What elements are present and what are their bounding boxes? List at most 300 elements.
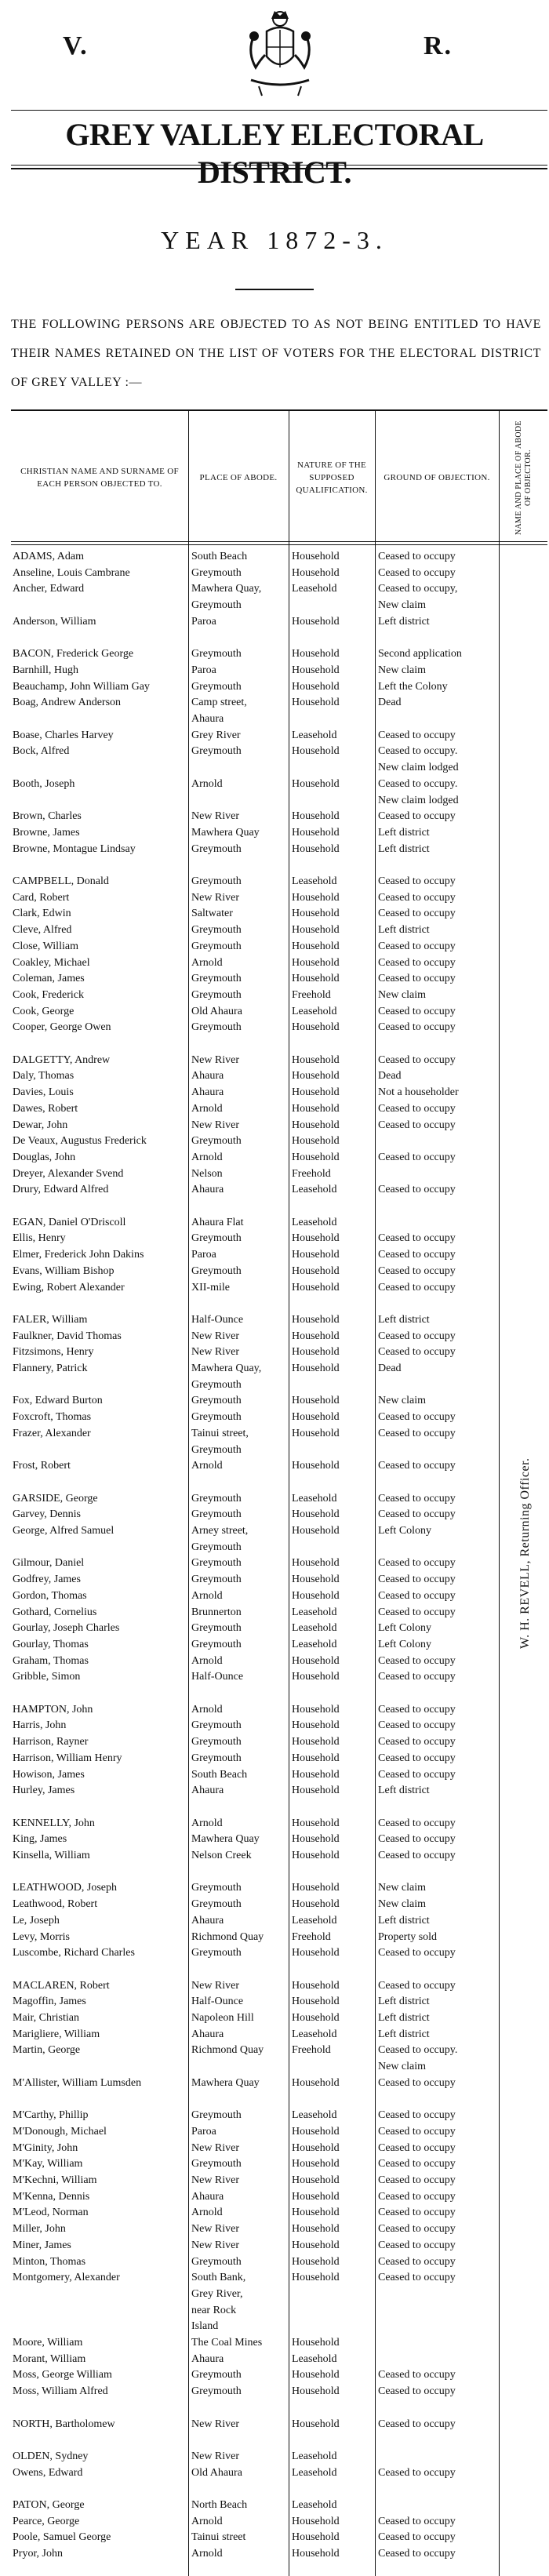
column-header-qualification: NATURE OF THE SUPPOSED QUALIFICATION. (296, 460, 368, 495)
cell-place: Ahaura (191, 713, 224, 725)
cell-name: Miner, James (13, 2239, 71, 2251)
cell-place: New River (191, 2239, 240, 2251)
table-row (11, 1783, 497, 1799)
cell-name: Cook, Frederick (13, 988, 84, 1001)
table-row (11, 809, 497, 824)
cell-ground: Second application (378, 648, 462, 660)
cell-place: Arnold (191, 1102, 223, 1115)
cell-ground: Ceased to occupy (378, 2515, 456, 2527)
cell-place: Half-Ounce (191, 1671, 244, 1683)
cell-nature: Household (292, 1021, 340, 1034)
cell-name: Dreyer, Alexander Svend (13, 1167, 124, 1180)
cell-name: Ancher, Edward (13, 583, 85, 595)
cell-name: Ellis, Henry (13, 1232, 66, 1245)
table-row (11, 2270, 497, 2286)
cell-name: Evans, William Bishop (13, 1264, 115, 1277)
cell-nature: Household (292, 615, 340, 628)
cell-place: Mawhera Quay (191, 826, 260, 839)
cell-place: Greymouth (191, 1508, 242, 1521)
cell-place: Half-Ounce (191, 1996, 244, 2008)
cell-nature: Leasehold (292, 1216, 337, 1228)
cell-name: Beauchamp, John William Gay (13, 680, 150, 693)
cell-nature: Household (292, 1508, 340, 1521)
cell-name: Le, Joseph (13, 1914, 60, 1927)
table-row (11, 1702, 497, 1718)
cell-place: near Rock (191, 2304, 237, 2316)
cell-nature: Leasehold (292, 1638, 337, 1650)
cell-name: Boag, Andrew Anderson (13, 697, 122, 709)
table-row (11, 1101, 497, 1117)
cell-ground: Ceased to occupy (378, 1232, 456, 1245)
cell-place: New River (191, 891, 240, 904)
cell-ground: New claim (378, 1882, 427, 1894)
cell-ground: Ceased to occupy (378, 2369, 456, 2381)
cell-place: North Beach (191, 2499, 248, 2511)
cell-place: New River (191, 1979, 240, 1992)
cell-nature: Household (292, 891, 340, 904)
table-row (11, 1344, 497, 1360)
cell-ground: Left Colony (378, 1638, 432, 1650)
cell-name: Gourlay, Thomas (13, 1638, 89, 1650)
cell-ground: Left district (378, 1914, 430, 1927)
rule (11, 165, 547, 166)
cell-ground: Ceased to occupy (378, 1184, 456, 1196)
cell-ground: Ceased to occupy (378, 2385, 456, 2398)
table-row (11, 1085, 497, 1101)
cell-ground: Dead (378, 1070, 402, 1082)
table-row (11, 793, 497, 809)
cell-place: Greymouth (191, 1492, 242, 1504)
cell-place: Ahaura (191, 1914, 224, 1927)
cell-place: Mawhera Quay, (191, 583, 262, 595)
cell-name: Gilmour, Daniel (13, 1557, 85, 1570)
table-row (11, 2287, 497, 2302)
cell-ground: Ceased to occupy (378, 2531, 456, 2544)
cell-place: Greymouth (191, 1135, 242, 1148)
cell-ground: Property sold (378, 1930, 438, 1943)
cell-nature: Household (292, 1232, 340, 1245)
cell-nature: Household (292, 1850, 340, 1861)
cell-name: Cook, George (13, 1005, 75, 1017)
cell-nature: Household (292, 2369, 340, 2381)
table-row (11, 2027, 497, 2043)
cell-name: Marigliere, William (13, 2028, 100, 2040)
cell-name: Faulkner, David Thomas (13, 1330, 122, 1342)
cell-place: Richmond Quay (191, 2044, 264, 2057)
cell-name: Coakley, Michael (13, 956, 90, 969)
cell-place: New River (191, 1053, 240, 1066)
cell-name: BACON, Frederick George (13, 648, 134, 660)
table-row (11, 1930, 497, 1945)
cell-place: Ahaura (191, 1184, 224, 1196)
cell-name: KENNELLY, John (13, 1817, 95, 1829)
table-row (11, 955, 497, 971)
cell-ground: Ceased to occupy (378, 566, 456, 579)
cell-name: Godfrey, James (13, 1574, 81, 1586)
cell-name: LEATHWOOD, Joseph (13, 1882, 117, 1894)
table-row (11, 2319, 497, 2334)
table-row (11, 1247, 497, 1263)
cell-name: Cooper, George Owen (13, 1021, 111, 1034)
cell-place: New River (191, 2418, 240, 2430)
table-row (11, 1199, 497, 1214)
table-row (11, 874, 497, 890)
cell-name: Gribble, Simon (13, 1671, 81, 1683)
table-row (11, 2352, 497, 2367)
cell-nature: Household (292, 940, 340, 952)
cell-nature: Household (292, 1395, 340, 1407)
cell-nature: Household (292, 924, 340, 937)
cell-nature: Household (292, 1249, 340, 1261)
table-row (11, 1669, 497, 1685)
cell-ground: Ceased to occupy (378, 1606, 456, 1618)
cell-name: Brown, Charles (13, 810, 82, 823)
cell-name: Cleve, Alfred (13, 924, 72, 937)
cell-ground: Ceased to occupy (378, 875, 456, 887)
cell-ground: New claim (378, 599, 427, 612)
cell-ground: New claim lodged (378, 794, 459, 806)
cell-ground: Ceased to occupy (378, 1119, 456, 1131)
cell-name: Bock, Alfred (13, 745, 70, 758)
cell-name: HAMPTON, John (13, 1703, 93, 1716)
cell-name: Garvey, Dennis (13, 1508, 81, 1521)
cell-place: Arnold (191, 1654, 223, 1667)
table-row (11, 549, 497, 565)
cell-name: Pearce, George (13, 2515, 80, 2527)
cell-place: Arnold (191, 777, 223, 790)
cell-name: Owens, Edward (13, 2466, 83, 2479)
column-header-abode: PLACE OF ABODE. (199, 473, 278, 482)
table-row (11, 663, 497, 679)
cell-ground: Ceased to occupy (378, 2223, 456, 2236)
cell-name: Drury, Edward Alfred (13, 1184, 109, 1196)
cell-place: Greymouth (191, 1443, 242, 1456)
cell-name: George, Alfred Samuel (13, 1525, 115, 1537)
cell-nature: Household (292, 2207, 340, 2219)
cell-name: MACLAREN, Robert (13, 1979, 110, 1992)
cell-name: Flannery, Patrick (13, 1363, 88, 1374)
table-row (11, 1231, 497, 1246)
cell-name: Gordon, Thomas (13, 1589, 87, 1602)
cell-place: New River (191, 1119, 240, 1131)
cell-nature: Household (292, 664, 340, 676)
cell-ground: Ceased to occupy (378, 2418, 456, 2430)
returning-officer: W. H. REVELL, Returning Officer. (518, 1457, 532, 1649)
cell-place: Greymouth (191, 2255, 242, 2268)
cell-place: Richmond Quay (191, 1930, 264, 1943)
table-row (11, 1799, 497, 1815)
cell-name: CAMPBELL, Donald (13, 875, 109, 887)
cell-ground: Ceased to occupy (378, 810, 456, 823)
cell-nature: Leasehold (292, 729, 337, 741)
cell-ground: Ceased to occupy (378, 1264, 456, 1277)
cell-place: New River (191, 2174, 240, 2186)
year-heading: YEAR 1872-3. (161, 226, 388, 254)
cell-ground: Ceased to occupy (378, 1053, 456, 1066)
cell-ground: Not a householder (378, 1086, 459, 1099)
cell-ground: Ceased to occupy (378, 1833, 456, 1846)
cell-name: EGAN, Daniel O'Driscoll (13, 1216, 126, 1228)
cell-place: Grey River (191, 729, 241, 741)
cell-place: South Beach (191, 551, 248, 562)
cell-nature: Household (292, 826, 340, 839)
page-title: GREY VALLEY ELECTORAL DISTRICT. (65, 117, 484, 190)
cell-place: Greymouth (191, 1395, 242, 1407)
table-row (11, 1880, 497, 1896)
table-row (11, 1215, 497, 1231)
cell-place: Paroa (191, 615, 216, 628)
cell-name: Kinsella, William (13, 1850, 90, 1861)
cell-name: Elmer, Frederick John Dakins (13, 1249, 144, 1261)
cell-nature: Household (292, 1719, 340, 1732)
cell-ground: Ceased to occupy (378, 2190, 456, 2203)
table-row (11, 1166, 497, 1182)
cell-place: Arney street, (191, 1525, 249, 1537)
cell-place: Greymouth (191, 973, 242, 985)
cell-ground: Ceased to occupy (378, 956, 456, 969)
cell-ground: Ceased to occupy (378, 2141, 456, 2154)
cell-nature: Leasehold (292, 2499, 337, 2511)
cell-ground: Ceased to occupy (378, 1021, 456, 1034)
cell-ground: Ceased to occupy (378, 2239, 456, 2251)
cell-ground: Ceased to occupy (378, 1736, 456, 1748)
cell-ground: Ceased to occupy (378, 1574, 456, 1586)
cell-nature: Household (292, 1281, 340, 1293)
table-row (11, 679, 497, 695)
cell-place: Arnold (191, 1151, 223, 1163)
cell-nature: Household (292, 1151, 340, 1163)
table-row (11, 2238, 497, 2254)
cell-place: Greymouth (191, 1541, 242, 1553)
cell-name: M'Allister, William Lumsden (13, 2076, 142, 2089)
cell-place: South Beach (191, 1768, 248, 1781)
table-row (11, 1767, 497, 1783)
v-letter: V. (63, 31, 89, 60)
cell-nature: Household (292, 1557, 340, 1570)
cell-nature: Household (292, 956, 340, 969)
cell-nature: Freehold (292, 988, 331, 1001)
cell-nature: Household (292, 697, 340, 709)
table-row (11, 1329, 497, 1344)
cell-ground: Ceased to occupy (378, 1411, 456, 1424)
cell-nature: Household (292, 777, 340, 790)
cell-name: Douglas, John (13, 1151, 76, 1163)
cell-nature: Household (292, 1785, 340, 1797)
table-row (11, 1848, 497, 1864)
table-row (11, 695, 497, 711)
column-header-objection: GROUND OF OBJECTION. (384, 473, 490, 482)
table-row (11, 1588, 497, 1604)
cell-place: Mawhera Quay (191, 2076, 260, 2089)
cell-nature: Household (292, 2255, 340, 2268)
cell-place: Greymouth (191, 842, 242, 855)
cell-nature: Household (292, 1671, 340, 1683)
cell-ground: New claim (378, 2061, 427, 2073)
table-row (11, 922, 497, 938)
table-row (11, 1264, 497, 1279)
cell-place: Old Ahaura (191, 1005, 242, 1017)
cell-nature: Leasehold (292, 583, 337, 595)
cell-ground: Ceased to occupy (378, 940, 456, 952)
cell-place: Greymouth (191, 1719, 242, 1732)
cell-ground: Dead (378, 697, 402, 709)
cell-place: New River (191, 2450, 240, 2462)
table-row (11, 2254, 497, 2270)
cell-place: Greymouth (191, 1232, 242, 1245)
table-row (11, 988, 497, 1003)
cell-nature: Household (292, 551, 340, 562)
cell-nature: Household (292, 1264, 340, 1277)
table-row (11, 2514, 497, 2530)
cell-ground: Ceased to occupy (378, 2174, 456, 2186)
cell-name: Moss, George William (13, 2369, 112, 2381)
cell-name: Coleman, James (13, 973, 85, 985)
table-row (11, 1410, 497, 1425)
cell-name: Dawes, Robert (13, 1102, 78, 1115)
cell-place: Ahaura (191, 1070, 224, 1082)
table-row (11, 1507, 497, 1523)
cell-nature: Household (292, 1654, 340, 1667)
cell-place: Half-Ounce (191, 1313, 244, 1326)
cell-ground: Ceased to occupy (378, 2076, 456, 2089)
cell-place: Greymouth (191, 1638, 242, 1650)
cell-name: Clark, Edwin (13, 908, 71, 920)
cell-name: Mair, Christian (13, 2012, 79, 2024)
cell-nature: Leasehold (292, 875, 337, 887)
cell-name: Frazer, Alexander (13, 1427, 91, 1439)
cell-name: Poole, Samuel George (13, 2531, 111, 2544)
table-row (11, 1865, 497, 1880)
table-row (11, 2124, 497, 2140)
table-row (11, 646, 497, 662)
cell-place: Tainui street, (191, 1427, 249, 1439)
cell-name: Graham, Thomas (13, 1654, 89, 1667)
cell-place: Old Ahaura (191, 2466, 242, 2479)
cell-place: Ahaura (191, 2028, 224, 2040)
cell-ground: Ceased to occupy (378, 1249, 456, 1261)
table-row (11, 2417, 497, 2432)
table-row (11, 2465, 497, 2481)
cell-place: Greymouth (191, 1574, 242, 1586)
cell-ground: Left district (378, 2028, 430, 2040)
cell-nature: Household (292, 1460, 340, 1472)
cell-name: Card, Robert (13, 891, 70, 904)
cell-ground: Ceased to occupy (378, 1768, 456, 1781)
cell-name: Leathwood, Robert (13, 1898, 98, 1911)
table-row (11, 2141, 497, 2156)
cell-name: Fitzsimons, Henry (13, 1346, 94, 1359)
cell-nature: Leasehold (292, 1606, 337, 1618)
table-row (11, 2173, 497, 2189)
cell-place: Arnold (191, 1703, 223, 1716)
cell-nature: Household (292, 1102, 340, 1115)
cell-nature: Freehold (292, 1930, 331, 1943)
cell-ground: New claim lodged (378, 762, 459, 774)
table-row (11, 1816, 497, 1832)
cell-place: Napoleon Hill (191, 2012, 254, 2024)
cell-nature: Household (292, 1525, 340, 1537)
table-row (11, 906, 497, 922)
cell-name: FALER, William (13, 1313, 88, 1326)
cell-name: Minton, Thomas (13, 2255, 86, 2268)
table-row (11, 1361, 497, 1377)
cell-name: Miller, John (13, 2223, 66, 2236)
cell-place: Arnold (191, 2515, 223, 2527)
cell-ground: Left district (378, 2012, 430, 2024)
cell-nature: Household (292, 1346, 340, 1359)
cell-ground: New claim (378, 1898, 427, 1911)
cell-name: King, James (13, 1833, 67, 1846)
cell-nature: Leasehold (292, 1492, 337, 1504)
cell-ground: Ceased to occupy. (378, 2044, 458, 2057)
cell-ground: Dead (378, 1363, 402, 1374)
cell-ground: Ceased to occupy (378, 1281, 456, 1293)
cell-nature: Household (292, 2385, 340, 2398)
table-row (11, 566, 497, 581)
cell-ground: Left district (378, 1313, 430, 1326)
table-row (11, 777, 497, 792)
table-row (11, 2043, 497, 2058)
cell-nature: Household (292, 1882, 340, 1894)
cell-name: M'Leod, Norman (13, 2207, 89, 2219)
cell-name: M'Donough, Michael (13, 2125, 107, 2138)
cell-nature: Household (292, 566, 340, 579)
cell-place: Grey River, (191, 2287, 243, 2300)
r-letter: R. (424, 31, 453, 60)
table-row (11, 1377, 497, 1393)
table-row (11, 2498, 497, 2513)
cell-name: Barnhill, Hugh (13, 664, 78, 676)
cell-place: Greymouth (191, 2369, 242, 2381)
cell-nature: Household (292, 973, 340, 985)
table-row (11, 2092, 497, 2108)
table-row (11, 1913, 497, 1929)
cell-ground: Left Colony (378, 1622, 432, 1635)
cell-nature: Household (292, 1574, 340, 1586)
cell-nature: Household (292, 680, 340, 693)
cell-nature: Household (292, 2515, 340, 2527)
cell-name: M'Kechni, William (13, 2174, 97, 2186)
cell-ground: Left district (378, 1996, 430, 2008)
cell-ground: Ceased to occupy (378, 2272, 456, 2284)
cell-name: Levy, Morris (13, 1930, 70, 1943)
table-row (11, 1068, 497, 1084)
cell-name: Anderson, William (13, 615, 96, 628)
table-row (11, 2367, 497, 2383)
table-row (11, 1555, 497, 1571)
cell-place: Camp street, (191, 697, 247, 709)
rule (11, 110, 547, 111)
cell-ground: Ceased to occupy (378, 1719, 456, 1732)
cell-name: Ewing, Robert Alexander (13, 1281, 125, 1293)
cell-nature: Leasehold (292, 2466, 337, 2479)
cell-place: Paroa (191, 2125, 216, 2138)
cell-ground: Ceased to occupy (378, 1671, 456, 1683)
cell-name: Magoffin, James (13, 1996, 86, 2008)
table-row (11, 1945, 497, 1961)
cell-place: Greymouth (191, 745, 242, 758)
cell-place: Paroa (191, 664, 216, 676)
table-row (11, 1133, 497, 1149)
cell-name: Browne, James (13, 826, 80, 839)
cell-name: M'Kenna, Dennis (13, 2190, 90, 2203)
cell-name: Daly, Thomas (13, 1070, 75, 1082)
cell-ground: Left district (378, 842, 430, 855)
cell-nature: Leasehold (292, 1914, 337, 1927)
cell-name: Martin, George (13, 2044, 81, 2057)
cell-ground: Ceased to occupy (378, 1330, 456, 1342)
cell-name: De Veaux, Augustus Frederick (13, 1135, 147, 1148)
